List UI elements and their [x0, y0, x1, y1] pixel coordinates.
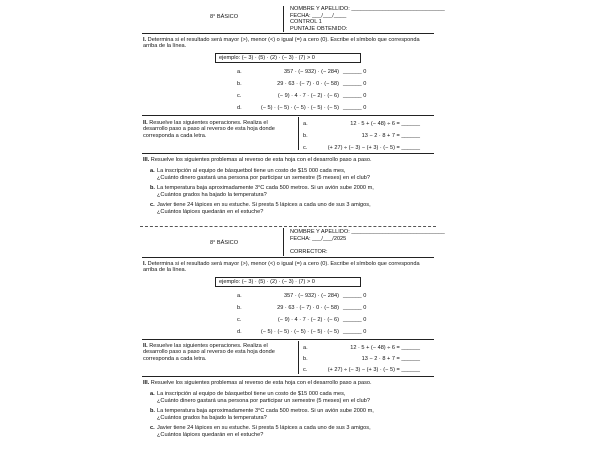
problem-label: b. [150, 408, 155, 414]
op-expression: 13 − 2 · 8 + 7 = ______ [361, 356, 420, 362]
item-label: d. [237, 105, 242, 111]
op-label: b. [303, 356, 308, 362]
section-2-divider [298, 341, 299, 374]
op-expression: 12 · 5 + (− 48) ÷ 6 = ______ [350, 121, 420, 127]
problem-line-1: La temperatura baja aproximadamente 3°C cada 500 metros. Si un avión sube 2000 m, [157, 408, 374, 414]
problem-label: a. [150, 391, 155, 397]
header-name-line: NOMBRE Y APELLIDO: ______________________________ [290, 229, 445, 235]
item-answer-line: ______ 0 [343, 93, 367, 99]
problem-line-2: ¿Cuántos grados ha bajado la temperatura? [157, 192, 267, 198]
section-2-text: Resuelve las siguientes operaciones. Realiza el desarrollo paso a paso al reverso de esta hoja donde corresponda a cada letra. [143, 120, 275, 139]
grade-label: 8° BÁSICO [210, 240, 239, 246]
header-divider [283, 228, 284, 256]
problem-label: b. [150, 185, 155, 191]
op-expression: 13 − 2 · 8 + 7 = ______ [361, 133, 420, 139]
item-label: c. [237, 93, 242, 99]
problem-label: c. [150, 425, 155, 431]
example-text: ejemplo: (− 3) · (5) · (2) · (− 3) · (7) > 0 [219, 279, 315, 285]
section-1-text: Determina si el resultado será mayor (>), menor (<) o igual (=) a cero (0). Escribe el símbolo que corresponda arriba de la línea. [143, 37, 420, 50]
op-label: c. [303, 145, 308, 151]
problem-line-1: Javier tiene 24 lápices en su estuche. Si presta 5 lápices a cada uno de sus 3 amigos, [157, 425, 371, 431]
example-text: ejemplo: (− 3) · (5) · (2) · (− 3) · (7) > 0 [219, 55, 315, 61]
section-1-numeral: I. [143, 37, 147, 43]
item-expression: (− 5) · (− 5) · (− 5) · (− 5) · (− 5) [260, 105, 339, 111]
section-rule [142, 376, 434, 377]
header-control-line: CONTROL 1 [290, 19, 322, 25]
problem-line-1: Javier tiene 24 lápices en su estuche. Si presta 5 lápices a cada uno de sus 3 amigos, [157, 202, 371, 208]
problem-label: a. [150, 168, 155, 174]
item-expression: 29 · 63 · (− 7) · 0 · (− 58) [277, 81, 339, 87]
item-label: a. [237, 69, 242, 75]
item-expression: (− 9) · 4 · 7 · (− 2) · (− 6) [277, 93, 339, 99]
problem-line-2: ¿Cuánto dinero gastará una persona por participar un semestre (5 meses) en el club? [157, 175, 370, 181]
item-answer-line: ______ 0 [343, 329, 367, 335]
section-rule [142, 339, 434, 340]
op-label: a. [303, 345, 308, 351]
op-label: b. [303, 133, 308, 139]
item-label: d. [237, 329, 242, 335]
item-answer-line: ______ 0 [343, 317, 367, 323]
section-3-text: Resuelve los siguientes problemas al reverso de esta hoja con el desarrollo paso a paso. [150, 380, 372, 386]
item-label: b. [237, 305, 242, 311]
section-3-text: Resuelve los siguientes problemas al reverso de esta hoja con el desarrollo paso a paso. [150, 157, 372, 163]
item-label: c. [237, 317, 242, 323]
item-answer-line: ______ 0 [343, 305, 367, 311]
op-label: a. [303, 121, 308, 127]
problem-line-2: ¿Cuántos grados ha bajado la temperatura? [157, 415, 267, 421]
item-label: b. [237, 81, 242, 87]
section-1-text: Determina si el resultado será mayor (>), menor (<) o igual (=) a cero (0). Escribe el símbolo que corresponda arriba de la línea. [143, 261, 420, 274]
section-2-instructions [143, 343, 293, 362]
section-1-instructions [143, 261, 431, 274]
header-date-line: FECHA: ___/___/____ [290, 12, 347, 19]
item-expression: 29 · 63 · (− 7) · 0 · (− 58) [277, 305, 339, 311]
problem-line-1: La inscripción al equipo de básquetbol tiene un costo de $15 000 cada mes, [157, 168, 346, 174]
section-3-numeral: III. [143, 157, 150, 163]
section-1-numeral: I. [143, 261, 147, 267]
item-label: a. [237, 293, 242, 299]
op-expression: (+ 27) ÷ (− 3) − (+ 3) · (− 5) = ______ [327, 145, 420, 151]
item-expression: (− 9) · 4 · 7 · (− 2) · (− 6) [277, 317, 339, 323]
problem-line-1: La temperatura baja aproximadamente 3°C cada 500 metros. Si un avión sube 2000 m, [157, 185, 374, 191]
section-2-numeral: II. [143, 343, 148, 349]
item-answer-line: ______ 0 [343, 81, 367, 87]
item-answer-line: ______ 0 [343, 69, 367, 75]
header-corrector-line: CORRECTOR: [290, 249, 328, 255]
grade-label: 8° BÁSICO [210, 14, 239, 20]
problem-line-1: La inscripción al equipo de básquetbol tiene un costo de $15 000 cada mes, [157, 391, 346, 397]
item-expression: 357 · (− 932) · (− 284) [283, 69, 339, 75]
op-expression: (+ 27) ÷ (− 3) − (+ 3) · (− 5) = ______ [327, 367, 420, 373]
header-bottom-rule [142, 257, 434, 258]
item-answer-line: ______ 0 [343, 105, 367, 111]
header-score-line: PUNTAJE OBTENIDO: [290, 25, 348, 32]
section-3-numeral: III. [143, 380, 150, 386]
header-date-line: FECHA: ___/___/2025 [290, 235, 347, 242]
section-2-numeral: II. [143, 120, 148, 126]
op-label: c. [303, 367, 308, 373]
section-3-instructions [143, 380, 372, 386]
problem-line-2: ¿Cuántos lápices quedarán en el estuche? [157, 432, 264, 438]
header-name-line: NOMBRE Y APELLIDO: ______________________________ [290, 6, 445, 12]
problem-label: c. [150, 202, 155, 208]
problem-line-2: ¿Cuántos lápices quedarán en el estuche? [157, 209, 264, 215]
problem-line-2: ¿Cuánto dinero gastará una persona por participar un semestre (5 meses) en el club? [157, 398, 370, 404]
section-2-text: Resuelve las siguientes operaciones. Realiza el desarrollo paso a paso al reverso de esta hoja donde corresponda a cada letra. [143, 343, 275, 362]
item-answer-line: ______ 0 [343, 293, 367, 299]
item-expression: 357 · (− 932) · (− 284) [283, 293, 339, 299]
item-expression: (− 5) · (− 5) · (− 5) · (− 5) · (− 5) [260, 329, 339, 335]
op-expression: 12 · 5 + (− 48) ÷ 6 = ______ [350, 345, 420, 351]
